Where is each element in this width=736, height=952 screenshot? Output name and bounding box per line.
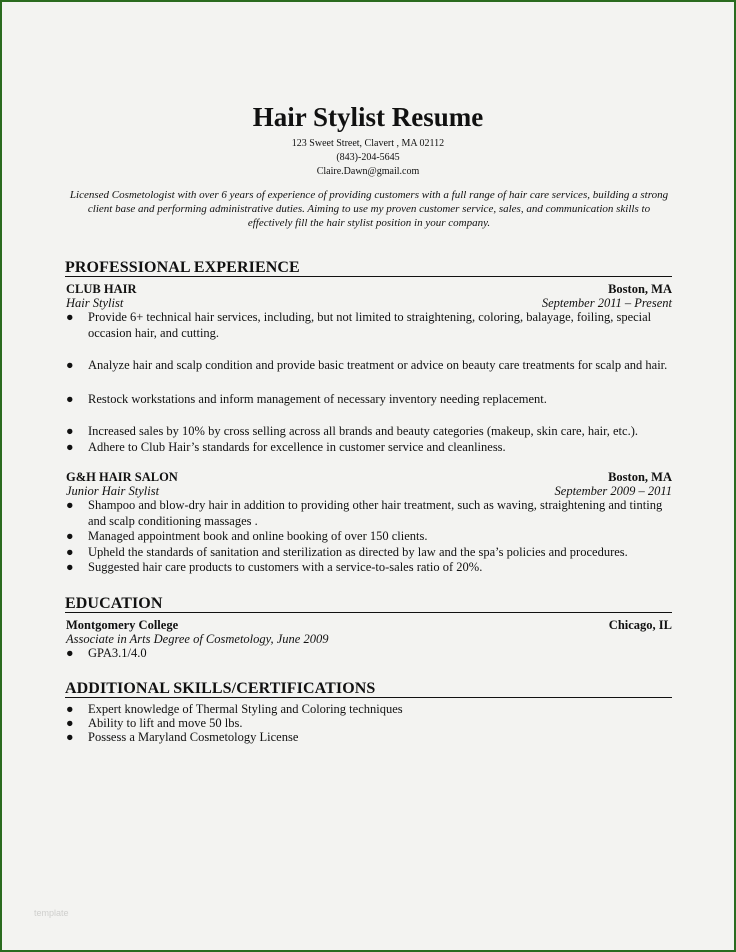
school-row — [66, 618, 672, 632]
bullet-text: Shampoo and blow-dry hair in addition to providing other hair treatment, such as waving, straightening and tinting and scalp conditioning massages . — [88, 498, 663, 528]
school-name: Montgomery College — [66, 618, 179, 632]
company-name: G&H HAIR SALON — [66, 470, 178, 484]
list-item — [66, 440, 672, 456]
job-header — [66, 282, 672, 296]
job-role-row — [66, 296, 672, 310]
list-item — [66, 560, 672, 576]
bullet-icon: ● — [66, 716, 74, 730]
job-role: Junior Hair Stylist — [66, 484, 160, 498]
bullet-icon: ● — [66, 646, 74, 660]
school-location: Chicago, IL — [608, 618, 672, 632]
bullet-text: Possess a Maryland Cosmetology License — [88, 730, 299, 744]
list-item — [66, 646, 672, 662]
bullet-text: Analyze hair and scalp condition and provide basic treatment or advice on beauty care treatments for scalp and hair. — [88, 358, 668, 372]
bullet-icon: ● — [66, 702, 74, 716]
job-dates: September 2011 – Present — [541, 296, 672, 310]
watermark: template — [34, 908, 69, 918]
bullet-icon: ● — [66, 424, 74, 438]
email: Claire.Dawn@gmail.com — [316, 166, 420, 177]
bullet-icon: ● — [66, 358, 74, 372]
bullet-icon: ● — [66, 310, 74, 324]
job-role: Hair Stylist — [66, 296, 124, 310]
address: 123 Sweet Street, Clavert , MA 02112 — [291, 138, 445, 149]
bullet-text: Upheld the standards of sanitation and sterilization as directed by law and the spa’s policies and procedures. — [88, 545, 628, 559]
bullet-text: Ability to lift and move 50 lbs. — [88, 716, 243, 730]
job-dates: September 2009 – 2011 — [554, 484, 672, 498]
bullet-icon: ● — [66, 730, 74, 744]
degree: Associate in Arts Degree of Cosmetology, June 2009 — [66, 632, 329, 646]
list-item — [66, 424, 672, 440]
bullet-icon: ● — [66, 392, 74, 406]
list-item — [66, 545, 672, 561]
job-location: Boston, MA — [608, 470, 672, 484]
bullet-text: Increased sales by 10% by cross selling across all brands and beauty categories (makeup, skin care, hair, etc.). — [88, 424, 638, 438]
bullet-text: Managed appointment book and online booking of over 150 clients. — [88, 529, 428, 543]
degree-row — [66, 632, 672, 646]
bullet-icon: ● — [66, 560, 74, 574]
list-item — [66, 310, 672, 341]
bullet-text: Restock workstations and inform management of necessary inventory needing replacement. — [88, 392, 547, 406]
bullet-text: GPA3.1/4.0 — [88, 646, 147, 660]
list-item — [66, 498, 672, 529]
experience-heading: PROFESSIONAL EXPERIENCE — [65, 259, 672, 277]
company-name: CLUB HAIR — [66, 282, 137, 296]
skills-heading: ADDITIONAL SKILLS/CERTIFICATIONS — [65, 680, 672, 698]
bullet-text: Suggested hair care products to customers with a service-to-sales ratio of 20%. — [88, 560, 483, 574]
list-item — [66, 392, 672, 408]
job-location: Boston, MA — [608, 282, 672, 296]
summary: Licensed Cosmetologist with over 6 years of experience of providing customers with a full range of hair care services, building a strong client base and performing administrative duties. Aiming to use my proven customer service, sales, and communication skills to effectively fill the hair stylist position in your company. — [69, 189, 669, 229]
education-heading: EDUCATION — [65, 595, 672, 613]
job-header — [66, 470, 672, 484]
bullet-icon: ● — [66, 498, 74, 512]
resume-title: Hair Stylist Resume — [252, 102, 484, 132]
bullet-icon: ● — [66, 440, 74, 454]
list-item — [66, 529, 672, 545]
job-role-row — [66, 484, 672, 498]
bullet-text: Adhere to Club Hair’s standards for excellence in customer service and cleanliness. — [88, 440, 506, 454]
bullet-text: Expert knowledge of Thermal Styling and Coloring techniques — [88, 702, 403, 716]
bullet-text: Provide 6+ technical hair services, including, but not limited to straightening, coloring, balayage, foiling, special occasion hair, and cutting. — [88, 310, 652, 340]
bullet-icon: ● — [66, 545, 74, 559]
phone: (843)-204-5645 — [336, 152, 400, 163]
list-item — [66, 358, 672, 374]
list-item — [66, 730, 672, 746]
bullet-icon: ● — [66, 529, 74, 543]
